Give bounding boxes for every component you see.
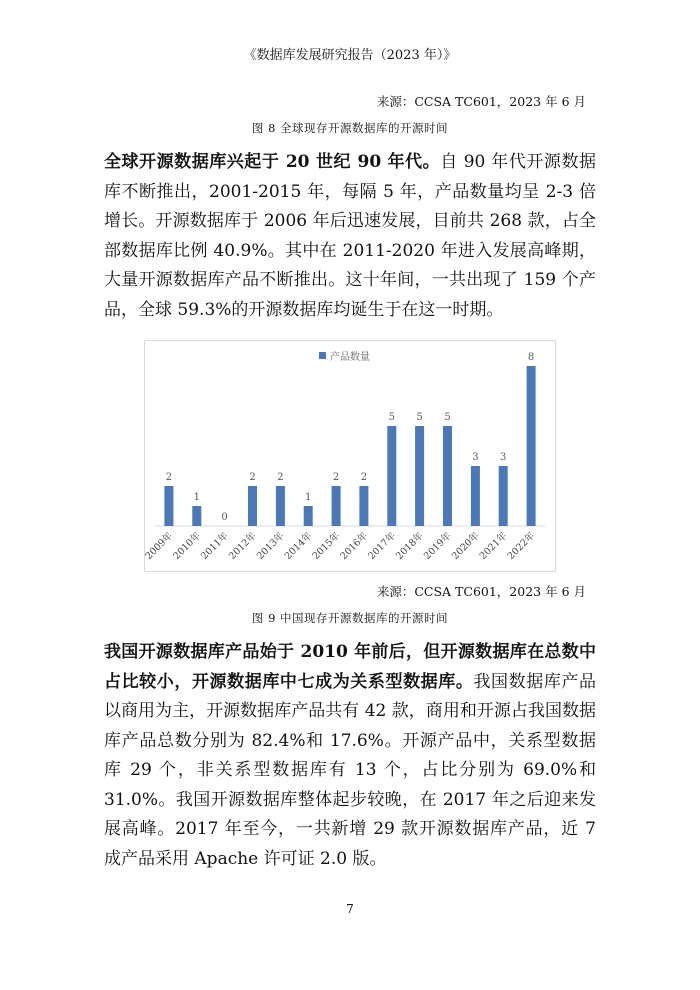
bar-2013年 bbox=[276, 486, 285, 526]
x-tick-2013年: 2013年 bbox=[254, 530, 287, 562]
x-tick-2009年: 2009年 bbox=[145, 530, 176, 562]
data-label-2014年: 1 bbox=[305, 492, 312, 503]
chart-legend bbox=[319, 350, 370, 363]
bar-2019年 bbox=[443, 426, 452, 526]
data-label-2022年: 8 bbox=[527, 352, 535, 363]
data-label-2018年: 5 bbox=[416, 412, 423, 423]
x-tick-2012年: 2012年 bbox=[227, 530, 259, 562]
x-tick-2016年: 2016年 bbox=[338, 530, 371, 562]
bar-2016年 bbox=[359, 486, 368, 526]
paragraph-lead-bold: 全球开源数据库兴起于 20 世纪 90 年代。 bbox=[104, 152, 441, 172]
x-tick-2018年: 2018年 bbox=[394, 530, 426, 562]
data-label-2016年: 2 bbox=[360, 472, 368, 483]
figure-8-caption: 图 8 全球现存开源数据库的开源时间 bbox=[251, 121, 449, 135]
x-tick-2022年: 2022年 bbox=[505, 530, 538, 562]
bar-chart-frame bbox=[144, 340, 556, 572]
x-tick-2020年: 2020年 bbox=[449, 530, 482, 562]
bar-2009年 bbox=[164, 486, 173, 526]
data-label-2017年: 5 bbox=[388, 412, 395, 423]
bar-series bbox=[164, 366, 535, 526]
data-label-2012年: 2 bbox=[249, 472, 256, 483]
bar-chart bbox=[145, 341, 555, 571]
data-label-2015年: 2 bbox=[332, 472, 340, 483]
bar-2020年 bbox=[471, 466, 480, 526]
legend-swatch bbox=[319, 352, 326, 359]
x-tick-2015年: 2015年 bbox=[310, 530, 343, 562]
paragraph-lead-bold: 我国开源数据库产品始于 2010 年前后，但开源数据库在总数中占比较小，开源数据库中七成为关系型数据库。 bbox=[104, 642, 596, 692]
paragraph-body: 我国数据库产品以商用为主，开源数据库产品共有 42 款，商用和开源占我国数据库产品总数分别为 82.4%和 17.6%。开源产品中，关系型数据库 29 个，非关系型数据库有 13 个，占比分别为 69.0%和 31.0%。我国开源数据库整体起步较晚，在 2017 年之后迎来发展高峰。2017 年至今，一共新增 29 款开源数据库产品，近 7 成产品采用 Apache 许可证 2.0 版。 bbox=[104, 671, 597, 869]
x-tick-2010年: 2010年 bbox=[171, 530, 203, 562]
data-label-2019年: 5 bbox=[444, 412, 451, 423]
bar-2021年 bbox=[499, 466, 508, 526]
data-label-2013年: 2 bbox=[277, 472, 284, 483]
figure-9-caption: 图 9 中国现存开源数据库的开源时间 bbox=[251, 611, 449, 625]
x-tick-2011年: 2011年 bbox=[199, 530, 231, 562]
page-number: 7 bbox=[346, 902, 354, 916]
page-header: 《数据库发展研究报告（2023 年）》 bbox=[243, 48, 457, 63]
bar-2017年 bbox=[387, 426, 396, 526]
x-tick-2017年: 2017年 bbox=[366, 530, 398, 562]
bar-2012年 bbox=[248, 486, 257, 526]
bar-2015年 bbox=[332, 486, 341, 526]
data-label-2020年: 3 bbox=[472, 452, 479, 463]
bar-2022年 bbox=[527, 366, 536, 526]
data-label-2010年: 1 bbox=[193, 492, 200, 503]
source-note-bottom: 来源：CCSA TC601，2023 年 6 月 bbox=[376, 584, 586, 599]
data-label-2009年: 2 bbox=[165, 472, 173, 483]
paragraph-china-open-source bbox=[104, 638, 596, 874]
x-tick-labels bbox=[145, 529, 538, 562]
bar-2014年 bbox=[304, 506, 313, 526]
bar-2018年 bbox=[415, 426, 424, 526]
data-label-2011年: 0 bbox=[221, 512, 228, 523]
x-tick-2021年: 2021年 bbox=[477, 530, 510, 562]
legend-label: 产品数量 bbox=[330, 352, 370, 363]
source-note-top: 来源：CCSA TC601，2023 年 6 月 bbox=[376, 94, 586, 109]
paragraph-global-open-source bbox=[104, 148, 596, 325]
x-tick-2019年: 2019年 bbox=[422, 530, 454, 562]
paragraph-body: 自 90 年代开源数据库不断推出，2001-2015 年，每隔 5 年，产品数量均呈 2-3 倍增长。开源数据库于 2006 年后迅速发展，目前共 268 款，占全部数据库比例 40.9%。其中在 2011-2020 年进入发展高峰期，大量开源数据库产品不断推出。这十年间，一共出现了 159 个产品，全球 59.3%的开源数据库均诞生于在这一时期。 bbox=[104, 152, 596, 320]
bar-2010年 bbox=[192, 506, 201, 526]
data-label-2021年: 3 bbox=[500, 452, 507, 463]
x-tick-2014年: 2014年 bbox=[282, 530, 315, 562]
